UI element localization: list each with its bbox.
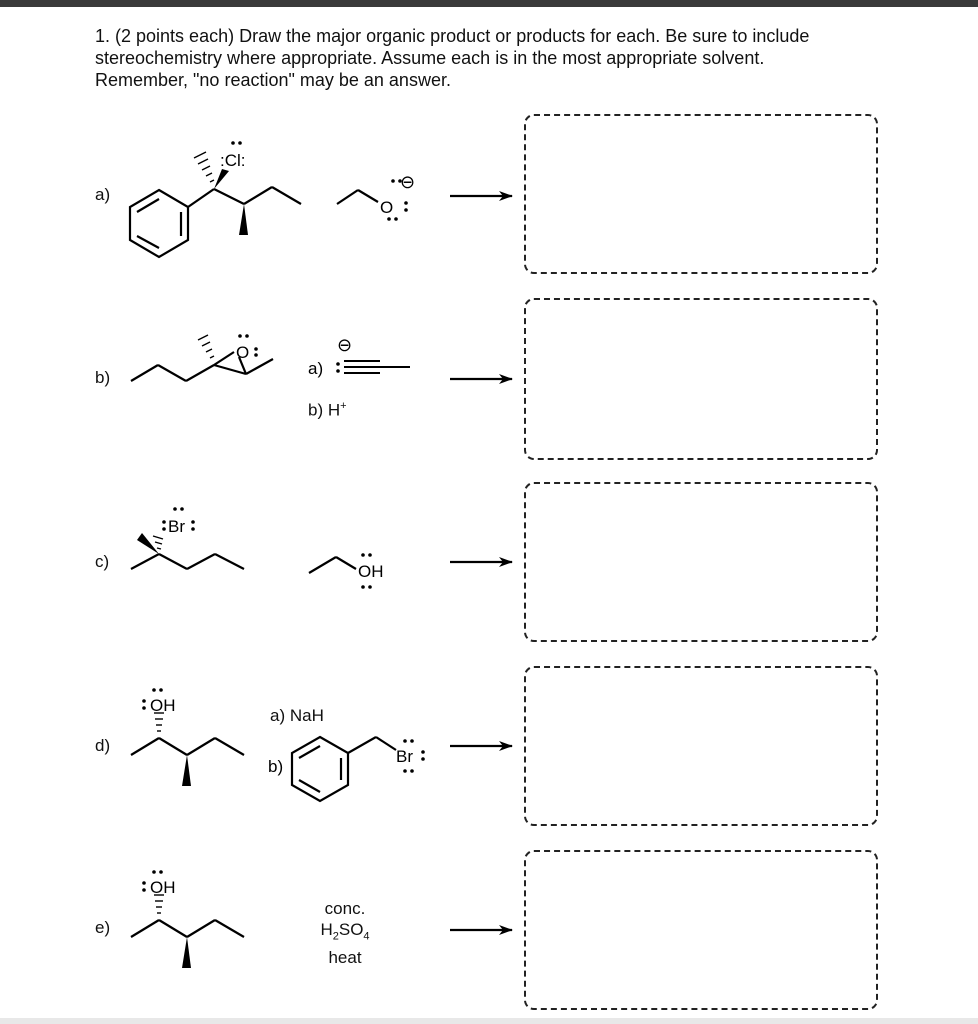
reagent-b-charge: ⊖ [337,335,353,355]
substrate-e-atom: OH [150,878,176,897]
substrate-c-structure [131,554,244,569]
substrate-d-atom: OH [150,696,176,715]
hash-bond-e [154,895,164,913]
problem-label-d: d) [95,736,111,755]
substrate-a-atom: :Cl: [220,151,246,170]
substrate-b-structure [131,352,273,381]
reagent-e-line-2: $H_2SO_4$ [320,920,370,943]
question-line-1: 1. (2 points each) Draw the major organic product or products for each. Be sure to include [95,26,810,46]
reagent-b-step-b: b) H+ [308,400,347,420]
reagent-e-line-1: conc. [324,899,366,918]
question-line-3: Remember, "no reaction" may be an answer. [95,70,451,90]
reagent-a-charge: ⊖ [400,172,416,192]
reagent-a-atom: O [380,198,394,217]
problem-label-c: c) [95,552,110,571]
wedge-bond-d-methyl [182,755,191,786]
problem-label-a: a) [95,185,111,204]
substrate-d-structure [131,738,244,755]
reagent-d-step-b: b) [268,757,284,776]
substrate-e-structure [131,920,244,937]
window-bottom-bar [0,1018,978,1024]
hash-bond-d [154,713,164,731]
lone-pair-a-cl [231,141,242,145]
reagent-c-structure [309,557,356,573]
wedge-bond-e-methyl [182,937,191,968]
reagent-a-structure [337,190,378,204]
reagent-d-step-a: a) NaH [270,706,324,725]
hash-bond-b [198,335,214,358]
wedge-bond-a-cl [214,169,229,189]
substrate-a-structure [130,187,301,257]
benzene-ring-d [292,737,396,801]
reagent-e-line-3: heat [328,948,362,968]
reagent-b-step-a: a) [308,359,324,378]
question-line-2: stereochemistry where appropriate. Assume each is in the most appropriate solvent. [95,48,765,68]
hash-bond-a [194,152,214,182]
reagent-c-atom: OH [358,562,384,581]
substrate-b-atom: O [236,343,250,362]
triple-bond-b [344,361,410,373]
substrate-c-atom: Br [168,517,185,536]
wedge-bond-a-methyl [239,204,248,235]
problem-label-b: b) [95,368,111,387]
lone-pair-b-c [336,362,340,373]
hash-bond-c [153,536,163,549]
problem-label-e: e) [95,918,111,937]
reagent-d-atom: Br [396,747,413,766]
